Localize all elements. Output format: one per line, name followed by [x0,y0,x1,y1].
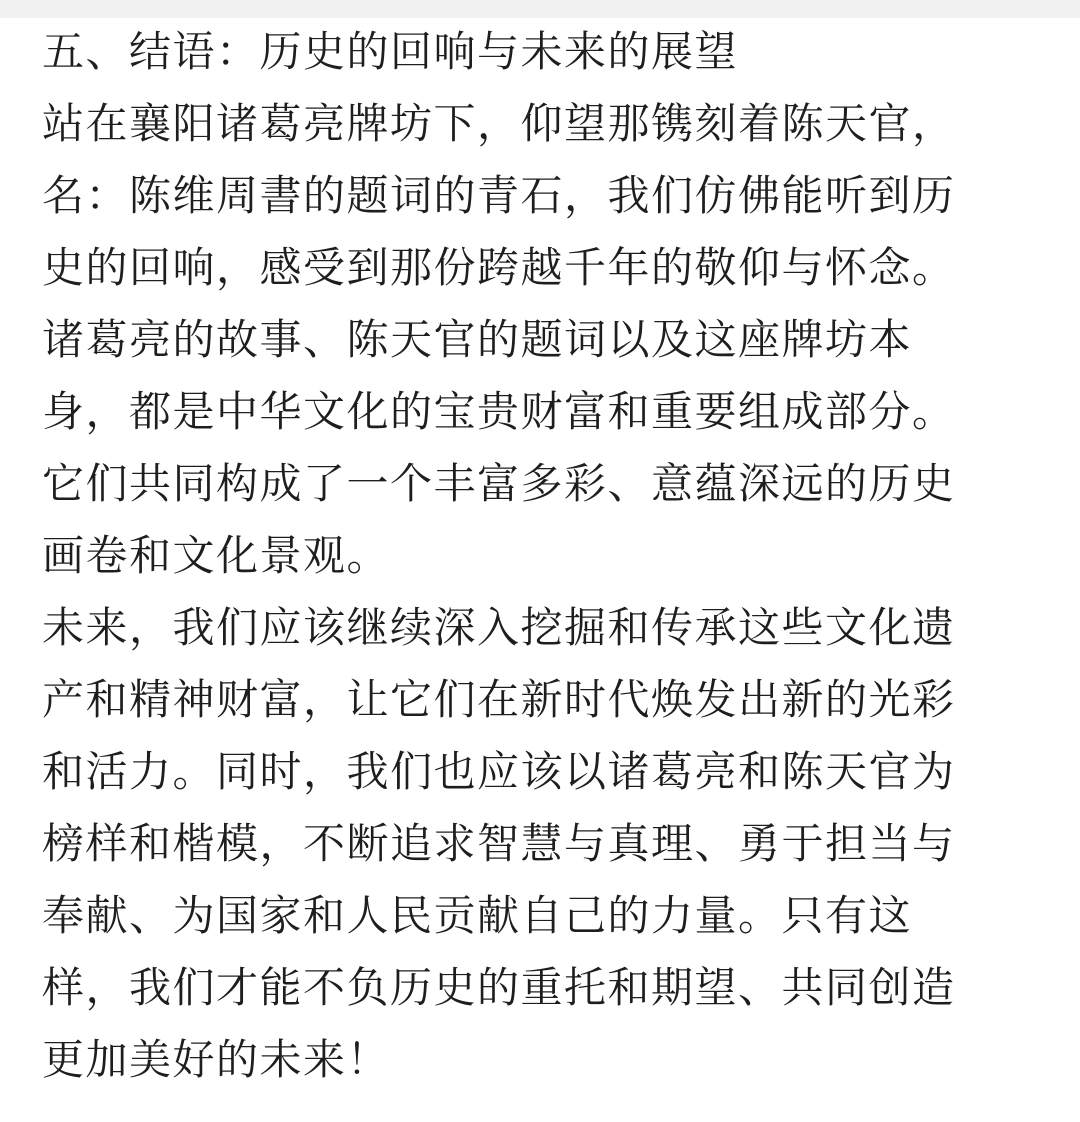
text-line: 站在襄阳诸葛亮牌坊下，仰望那镌刻着陈天官， [42,99,956,148]
text-line: 样，我们才能不负历史的重托和期望、共同创造 [42,963,956,1012]
text-line: 画卷和文化景观。 [42,531,391,580]
text-line: 榜样和楷模，不断追求智慧与真理、勇于担当与 [42,819,956,868]
text-line: 诸葛亮的故事、陈天官的题词以及这座牌坊本 [42,315,913,364]
text-line: 身，都是中华文化的宝贵财富和重要组成部分。 [42,387,956,436]
text-line: 它们共同构成了一个丰富多彩、意蕴深远的历史 [42,459,956,508]
text-line: 更加美好的未来！ [42,1035,391,1084]
text-line: 产和精神财富，让它们在新时代焕发出新的光彩 [42,675,956,724]
text-line: 名：陈维周書的题词的青石，我们仿佛能听到历 [42,171,956,220]
article-body [42,16,1052,1096]
text-line: 史的回响，感受到那份跨越千年的敬仰与怀念。 [42,243,956,292]
text-line: 奉献、为国家和人民贡献自己的力量。只有这 [42,891,913,940]
text-line: 和活力。同时，我们也应该以诸葛亮和陈天官为 [42,747,956,796]
text-line: 未来，我们应该继续深入挖掘和传承这些文化遗 [42,603,956,652]
section-heading: 五、结语：历史的回响与未来的展望 [42,27,739,76]
